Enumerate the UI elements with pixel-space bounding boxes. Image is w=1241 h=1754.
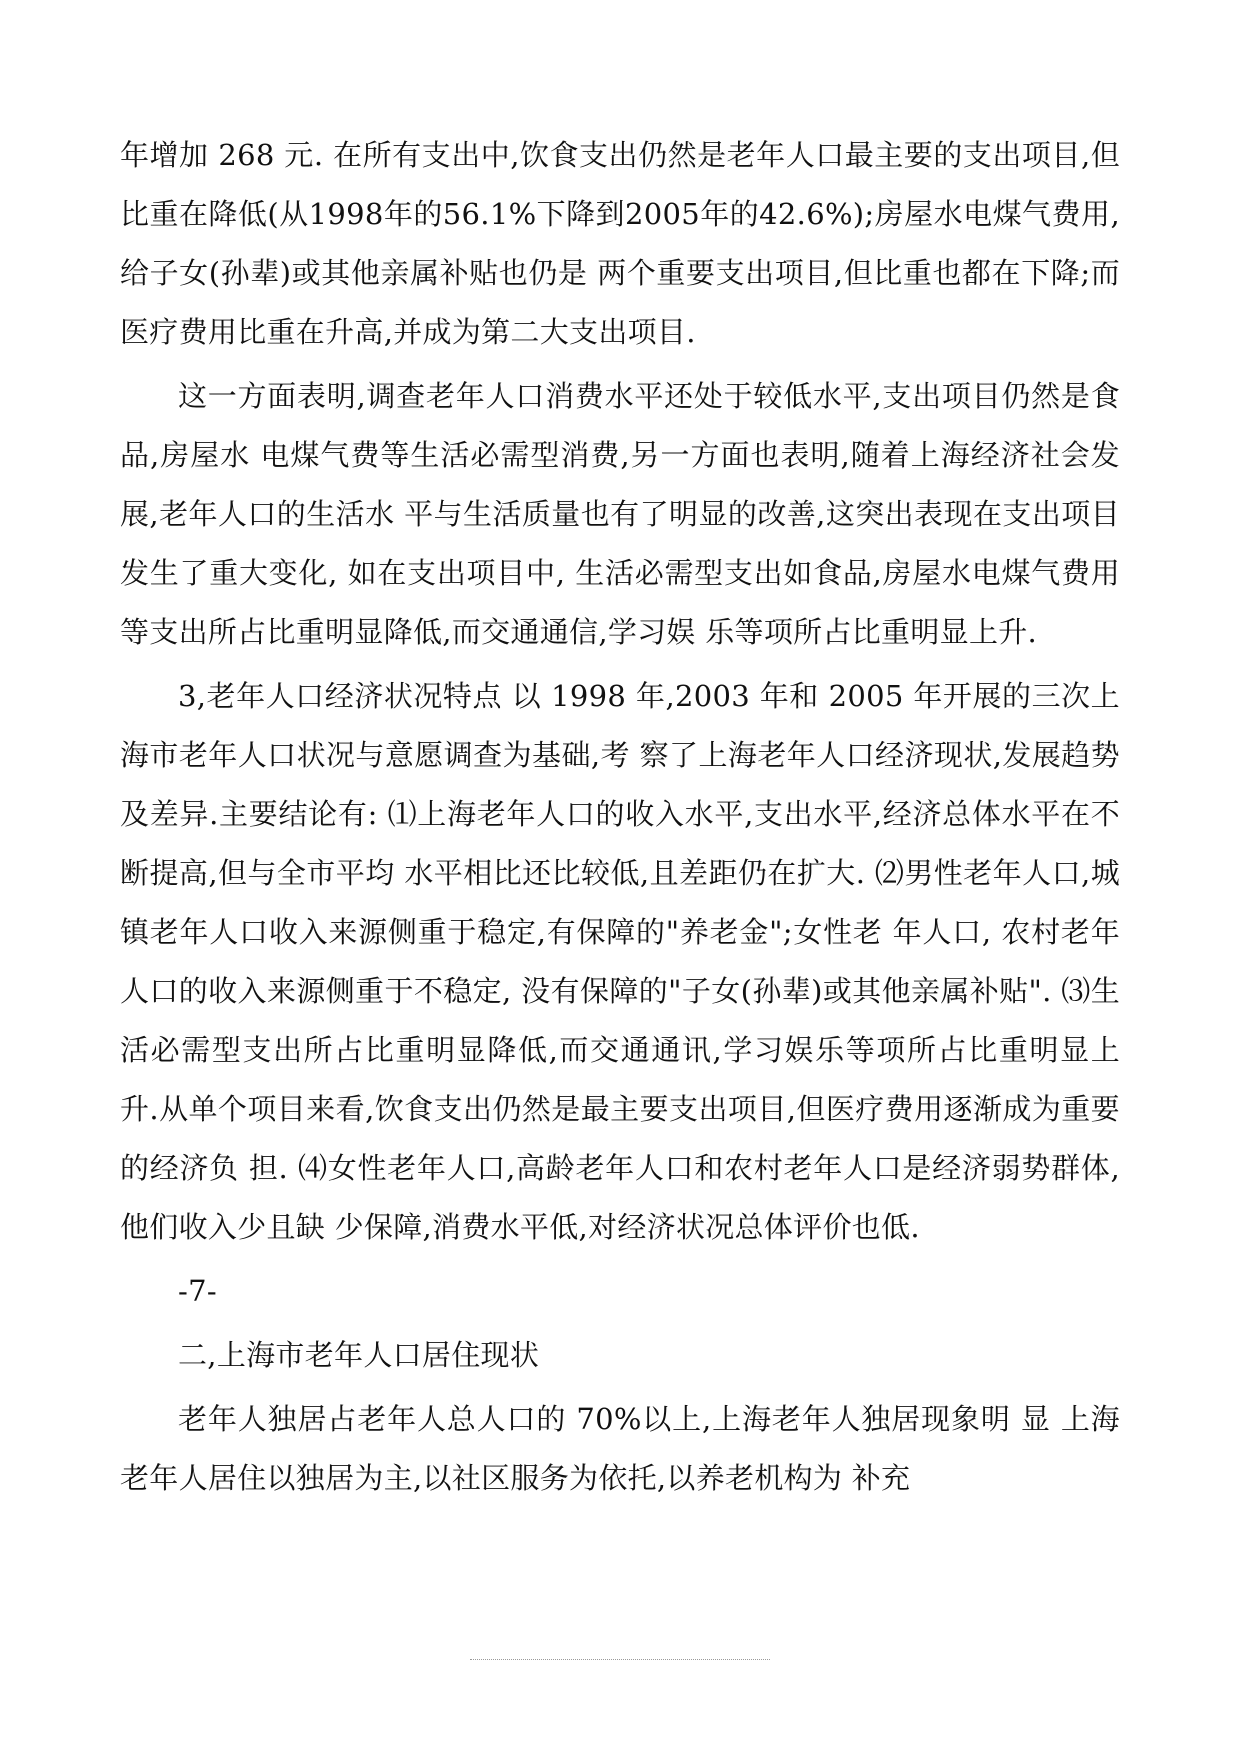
document-body: [120, 126, 1120, 1513]
paragraph-economic-conclusions: 3,老年人口经济状况特点 以 1998 年,2003 年和 2005 年开展的三次上海市老年人口状况与意愿调查为基础,考 察了上海老年人口经济现状,发展趋势及差异.主要结论有: ⑴上海老年人口的收入水平,支出水平,经济总体水平在不断提高,但与全市平均 水平相比还比较低,且差距仍在扩大. ⑵男性老年人口,城镇老年人口收入来源侧重于稳定,有保障的"养老金";女性老 年人口, 农村老年人口的收入来源侧重于不稳定, 没有保障的"子女(孙辈)或其他亲属补贴". ⑶生活必需型支出所占比重明显降低,而交通通讯,学习娱乐等项所占比重明显上 升.从单个项目来看,饮食支出仍然是最主要支出项目,但医疗费用逐渐成为重要的经济负 担. ⑷女性老年人口,高龄老年人口和农村老年人口是经济弱势群体,他们收入少且缺 少保障,消费水平低,对经济状况总体评价也低.: [120, 679, 1120, 1244]
page-number: -7-: [178, 1274, 217, 1308]
paragraph-expenditure-summary: 年增加 268 元. 在所有支出中,饮食支出仍然是老年人口最主要的支出项目,但比重在降低(从1998年的56.1%下降到2005年的42.6%);房屋水电煤气费用,给子女(孙辈)或其他亲属补贴也仍是 两个重要支出项目,但比重也都在下降;而医疗费用比重在升高,并成为第二大支出项目.: [120, 138, 1120, 349]
paragraph-living-status: 老年人独居占老年人总人口的 70%以上,上海老年人独居现象明 显 上海老年人居住以独居为主,以社区服务为依托,以养老机构为 补充: [120, 1402, 1120, 1495]
footer-divider: [470, 1659, 770, 1660]
paragraph-consumption-analysis: 这一方面表明,调查老年人口消费水平还处于较低水平,支出项目仍然是食品,房屋水 电煤气费等生活必需型消费,另一方面也表明,随着上海经济社会发展,老年人口的生活水 平与生活质量也有了明显的改善,这突出表现在支出项目发生了重大变化, 如在支出项目中, 生活必需型支出如食品,房屋水电煤气费用等支出所占比重明显降低,而交通通信,学习娱 乐等项所占比重明显上升.: [120, 379, 1120, 649]
section-heading: 二,上海市老年人口居住现状: [178, 1338, 540, 1372]
